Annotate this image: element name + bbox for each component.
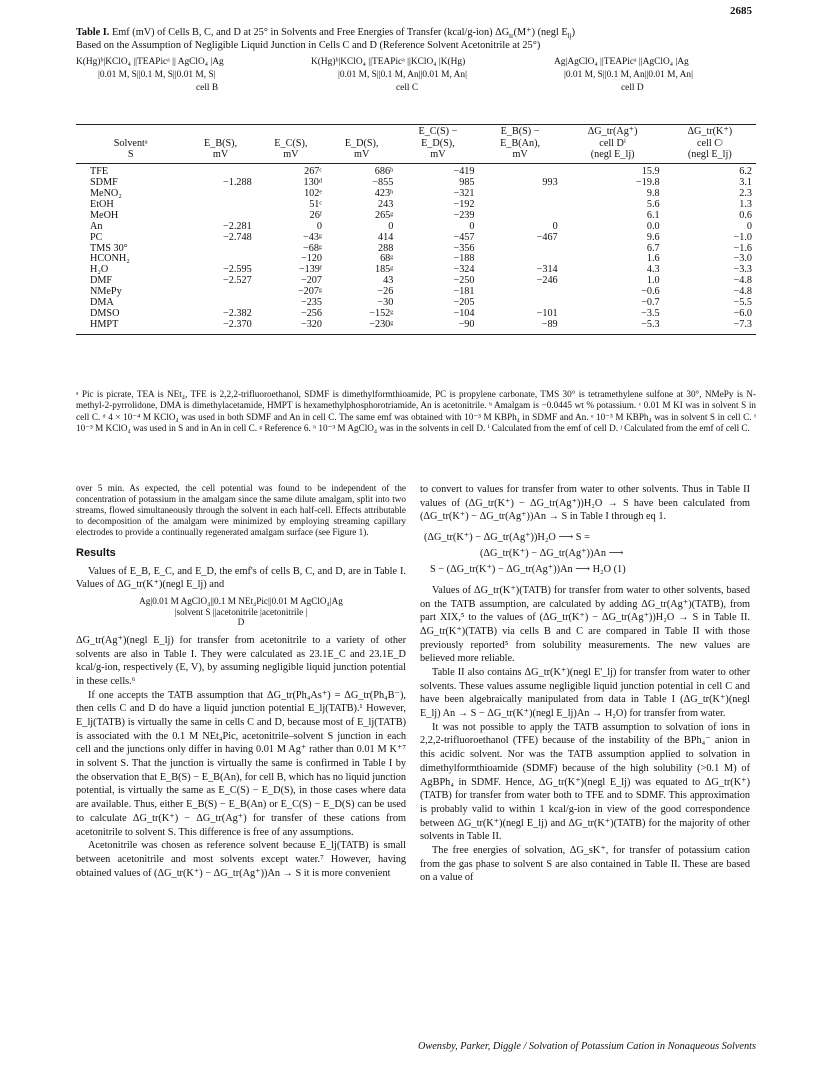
value-cell: −30 — [377, 297, 394, 309]
column-header-line: S — [127, 149, 134, 161]
value-cell: −205 — [453, 297, 475, 309]
column-header — [397, 126, 478, 164]
right-paragraph-5: The free energies of solvation, ΔG_sK⁺, for transfer of potassium cation from the gas phase to solvent S are also contained in Table II. These are based on a value of — [420, 844, 750, 884]
value-cell — [479, 211, 562, 222]
value-cell — [185, 244, 255, 255]
value-cell: 2.3 — [739, 187, 752, 199]
column-header-line: E_B(An), — [500, 137, 541, 149]
value-cell — [479, 200, 562, 211]
value-cell: −192 — [453, 198, 475, 210]
cell-d-concentrations: |0.01 M, S||0.1 M, An||0.01 M, An| — [564, 70, 693, 80]
value-cell: −3.3 — [733, 264, 752, 276]
value-cell: 0 — [316, 220, 322, 232]
value-cell: 0 — [552, 220, 558, 232]
caption-line1: Emf (mV) of Cells B, C, and D at 25° in Solvents and Free Energies of Transfer (kcal/g-ion) ΔG — [111, 27, 510, 38]
value-cell: 686ʰ — [374, 166, 394, 178]
value-cell: −0.7 — [641, 297, 660, 309]
table-row — [76, 233, 756, 244]
right-paragraph-4: It was not possible to apply the TATB assumption to solvation of ions in 2,2,2-trifluoroethanol (TFE) because of the instability of the BPh₄⁻ anion in this acidic solvent. Nor was the TATB assumption applied to solvation in dimethylformthioamide (SDMF) because of the high solubility (>0.1 M) of AgBPh₄ in SDMF. Hence, ΔG_tr(K⁺)(negl E_lj) was equated to ΔG_tr(K⁺)(TATB) for transfer from water both to TFE and to SDMF. This approximation is probably valid to within 1 kcal/g-ion in view of the good correspondence between ΔG_tr(K⁺)(negl E_lj) and ΔG_tr(K⁺)(TATB) for the majority of other solvents in Table II. — [420, 721, 750, 843]
column-header-line: cell Cʲ — [696, 137, 723, 149]
value-cell: −90 — [397, 320, 478, 334]
table-label: Table I. — [76, 27, 110, 38]
column-header-line: mV — [430, 149, 446, 161]
value-cell: 1.0 — [646, 275, 660, 287]
solvent-cell: TMS 30° — [90, 242, 128, 254]
solvent-cell: HMPT — [76, 320, 185, 334]
value-cell: 0 — [746, 220, 752, 232]
solvent-cell: DMA — [90, 297, 114, 309]
cell-b-scheme: K(Hg)ᵇ|KClO₄ ||TEAPicᵃ || AgClO₄ |Ag — [76, 57, 224, 67]
cell-d-inline-scheme — [76, 596, 406, 628]
column-header-line: cell Dⁱ — [599, 137, 626, 149]
value-cell: −250 — [453, 275, 475, 287]
column-header-line: mV — [512, 149, 528, 161]
solvent-cell: DMF — [90, 275, 113, 287]
equation-line-3: S − (ΔG_tr(K⁺) − ΔG_tr(Ag⁺))An ⟶ H₂O (1) — [430, 563, 626, 575]
value-cell: 6.1 — [646, 209, 660, 221]
value-cell: −246 — [536, 275, 558, 287]
value-cell: −5.3 — [562, 320, 664, 334]
value-cell: 423ʰ — [374, 187, 394, 199]
value-cell: −3.0 — [733, 253, 752, 265]
cell-d-label: cell D — [621, 83, 644, 93]
solvent-cell: MeNO₂ — [90, 187, 122, 199]
solvent-cell: H₂O — [90, 264, 109, 276]
value-cell: −2.370 — [185, 320, 255, 334]
solvent-cell: DMSO — [90, 307, 120, 319]
value-cell: −256 — [300, 307, 322, 319]
value-cell: 68ᵍ — [380, 253, 394, 265]
caption-line2: Based on the Assumption of Negligible Liquid Junction in Cells C and D (Reference Solvent Acetonitrile at 25°) — [76, 39, 541, 51]
value-cell: −104 — [453, 307, 475, 319]
column-header-line: mV — [212, 149, 229, 161]
table-header-row — [76, 126, 756, 164]
column-header — [326, 126, 397, 164]
value-cell: −43ᵍ — [302, 231, 322, 243]
column-header-line: E_B(S), — [204, 137, 238, 149]
right-paragraph-3: Table II also contains ΔG_tr(K⁺)(negl E'_lj) for transfer from water to other solvents. These values assume negligible liquid junction potential in cell C and have been algebraically manipulated from data in Table I (ΔG_tr(K⁺)(negl E_lj) An → S − ΔG_tr(K⁺)(negl E_lj)An → H₂O) for transfer from water. — [420, 667, 750, 720]
cell-b-label: cell B — [196, 83, 219, 93]
value-cell: 0.0 — [646, 220, 660, 232]
table-caption: Table I. Emf (mV) of Cells B, C, and D at 25° in Solvents and Free Energies of Transfer (kcal/g-ion) $\Delta G_{tr}(M^+)$ (negl $E_{lj}$) Based on the Assumption of Negligible Liquid Junction in Cells C and D (Reference Solvent Acetonitrile at 25°) — [76, 27, 576, 51]
value-cell: 4.3 — [646, 264, 660, 276]
value-cell: 414 — [378, 231, 394, 243]
solvent-cell: An — [90, 220, 103, 232]
value-cell: −89 — [479, 320, 562, 334]
value-cell: 6.2 — [739, 166, 752, 178]
table-row — [76, 222, 756, 233]
column-header-line: E_B(S) − — [500, 126, 540, 137]
column-header — [185, 126, 255, 164]
value-cell: 43 — [383, 275, 394, 287]
cell-c-label: cell C — [396, 83, 419, 93]
value-cell: −324 — [453, 264, 475, 276]
cell-d-inline-line1: Ag|0.01 M AgClO₄||0.1 M NEt₄Pic||0.01 M AgClO₄|Ag — [139, 596, 343, 607]
table-row — [76, 164, 756, 178]
value-cell: −230ᵍ — [326, 320, 397, 334]
cell-b-concentrations: |0.01 M, S||0.1 M, S||0.01 M, S| — [98, 70, 216, 80]
table-body — [76, 164, 756, 335]
left-paragraph-5: Acetonitrile was chosen as reference solvent because E_lj(TATB) is small between acetonitrile and most solvents except water.⁷ However, having obtained values of (ΔG_tr(K⁺) − ΔG_tr(Ag⁺))An → S it is more convenient — [76, 840, 406, 879]
value-cell: −3.5 — [641, 307, 660, 319]
column-header — [479, 126, 562, 164]
value-cell: −239 — [453, 209, 475, 221]
left-paragraph-1: over 5 min. As expected, the cell potential was found to be independent of the concentration of potassium in the amalgam since the same dilute amalgam, split into two streams, flowed simultaneously through the solvent in each half-cell. Effects attributable to decomposition of the amalgam were minimized by employing streaming capillary electrodes to provide a continually regenerated amalgam surface (see Figure 1). — [76, 483, 406, 538]
value-cell: 243 — [378, 198, 394, 210]
value-cell: −314 — [536, 264, 558, 276]
value-cell: 1.3 — [739, 198, 752, 210]
column-header-line: E_D(S), — [421, 137, 455, 149]
value-cell: −19.8 — [636, 177, 660, 189]
equation-line-1: (ΔG_tr(K⁺) − ΔG_tr(Ag⁺))H₂O ⟶ S = — [424, 532, 590, 544]
value-cell — [479, 189, 562, 200]
column-header-line: E_C(S), — [274, 137, 308, 149]
column-header-line: mV — [354, 149, 370, 161]
column-header — [562, 126, 664, 164]
value-cell: −321 — [453, 187, 475, 199]
table-footnotes: ᵃ Pic is picrate, TEA is NEt₄, TFE is 2,2,2-trifluoroethanol, SDMF is dimethylformthioamide, PC is propylene carbonate, TMS 30° is tetramethylene sulfone at 30°, NMePy is N-methyl-2-pyrrolidone, DMA is dimethylacetamide, HMPT is hexamethylphosphorotriamide, An is acetonitrile. ᵇ Amalgam is −0.0445 wt % potassium. ᶜ 0.01 M KI was in solvent S in cell C. ᵈ 4 × 10⁻⁴ M KClO₄ was used in both SDMF and An in cell C. The same emf was obtained with 10⁻³ M KBPh₄ in SDMF and An. ᵉ 10⁻³ M KBPh₄ was in solvent S in cell C. ᶠ 10⁻³ M KClO₄ was used in S and in An in cell C. ᵍ Reference 6. ʰ 10⁻³ M AgClO₄ was in the solvents in cell D. ⁱ Calculated from the emf of cell D. ʲ Calculated from the emf of cell C. — [76, 389, 756, 433]
solvent-cell: SDMF — [90, 177, 118, 189]
value-cell: 9.8 — [646, 187, 660, 199]
value-cell: 6.7 — [646, 242, 660, 254]
value-cell: 265ᵍ — [374, 209, 394, 221]
value-cell: 5.6 — [646, 198, 660, 210]
value-cell: −207ᵍ — [297, 286, 322, 298]
value-cell: −139ᶠ — [298, 264, 322, 276]
value-cell: 0 — [388, 220, 394, 232]
column-header-line: ΔG_tr(K⁺) — [687, 126, 733, 137]
caption-line1-tail: (M⁺) (negl E — [513, 27, 568, 38]
value-cell: −26 — [377, 286, 394, 298]
value-cell: −235 — [300, 297, 322, 309]
value-cell: 3.1 — [739, 177, 752, 189]
emf-table — [76, 126, 756, 335]
value-cell: −1.288 — [223, 177, 252, 189]
value-cell: 26ᶠ — [309, 209, 322, 221]
solvent-cell: PC — [90, 231, 103, 243]
cell-c-concentrations: |0.01 M, S||0.1 M, An||0.01 M, An| — [338, 70, 467, 80]
column-header-line: E_D(S), — [344, 137, 379, 149]
value-cell: 9.6 — [646, 231, 660, 243]
value-cell: −2.382 — [223, 307, 252, 319]
value-cell — [479, 164, 562, 178]
value-cell: −6.0 — [733, 307, 752, 319]
value-cell: 0 — [469, 220, 475, 232]
column-header-line: Solventᵃ — [113, 137, 148, 149]
value-cell — [185, 189, 255, 200]
section-heading-results: Results — [76, 547, 116, 560]
value-cell: −207 — [300, 275, 322, 287]
left-column — [76, 483, 406, 880]
value-cell: −101 — [536, 307, 558, 319]
running-footer: Owensby, Parker, Diggle / Solvation of Potassium Cation in Nonaqueous Solvents — [417, 1041, 756, 1052]
solvent-cell: EtOH — [90, 198, 114, 210]
value-cell: −5.5 — [733, 297, 752, 309]
value-cell: −152ᵍ — [369, 307, 394, 319]
solvent-cell: TFE — [90, 166, 109, 178]
value-cell: −2.748 — [223, 231, 252, 243]
value-cell: −2.527 — [223, 275, 252, 287]
equation-1 — [420, 530, 750, 578]
solvent-cell: NMePy — [90, 286, 122, 298]
cell-d-inline-line2: |solvent S ||acetonitrile |acetonitrile | — [174, 606, 308, 617]
solvent-cell: MeOH — [90, 209, 119, 221]
value-cell — [185, 164, 255, 178]
cell-schemes — [76, 57, 756, 125]
column-header — [664, 126, 756, 164]
value-cell: −1.6 — [733, 242, 752, 254]
value-cell: −419 — [453, 166, 475, 178]
column-header-line: (negl E_lj) — [687, 149, 732, 161]
value-cell: 185ᵍ — [374, 264, 394, 276]
value-cell: −2.281 — [223, 220, 252, 232]
column-header-line: ΔG_tr(Ag⁺) — [587, 126, 638, 137]
value-cell: 288 — [378, 242, 394, 254]
cell-d-inline-label: D — [237, 617, 245, 628]
value-cell: −467 — [536, 231, 558, 243]
column-header-line: mV — [283, 149, 299, 161]
table-top-rule — [76, 124, 756, 125]
column-header — [256, 126, 326, 164]
column-header-line: (negl E_lj) — [590, 149, 635, 161]
right-paragraph-1: to convert to values for transfer from water to other solvents. Thus in Table II values of (ΔG_tr(K⁺) − ΔG_tr(Ag⁺))H₂O → S have been calculated from (ΔG_tr(K⁺) − ΔG_tr(Ag⁺))An → S in Table I through eq 1. — [420, 484, 750, 523]
page-number: 2685 — [730, 5, 752, 17]
value-cell: −2.595 — [223, 264, 252, 276]
table-row — [76, 320, 756, 334]
value-cell: −4.8 — [733, 286, 752, 298]
value-cell: 267ᶜ — [304, 166, 322, 178]
value-cell: −68ᵍ — [302, 242, 322, 254]
value-cell: −0.6 — [641, 286, 660, 298]
value-cell: −7.3 — [664, 320, 756, 334]
column-header-line: E_C(S) − — [418, 126, 458, 137]
left-paragraph-3: ΔG_tr(Ag⁺)(negl E_lj) for transfer from acetonitrile to a variety of other solvents are also in Table I. They were calculated as 23.1E_C and 23.1E_D kcal/g-ion, respectively (E, V), by assuming negligible liquid junction potential in these cells.⁶ — [76, 634, 406, 687]
value-cell: −181 — [453, 286, 475, 298]
solvent-cell: HCONH₂ — [90, 253, 130, 265]
value-cell: −188 — [453, 253, 475, 265]
value-cell: 51ᶜ — [309, 198, 322, 210]
value-cell: 993 — [542, 177, 558, 189]
value-cell — [479, 287, 562, 298]
cell-d-scheme: Ag|AgClO₄ ||TEAPicᵃ ||AgClO₄ |Ag — [554, 57, 689, 67]
left-paragraph-2: Values of E_B, E_C, and E_D, the emf's of cells B, C, and D, are in Table I. Values of ΔG_tr(K⁺)(negl E_lj) and — [76, 565, 406, 591]
value-cell: −320 — [256, 320, 326, 334]
value-cell: 1.6 — [646, 253, 660, 265]
value-cell: 130ᵈ — [303, 177, 322, 189]
value-cell: −457 — [453, 231, 475, 243]
value-cell: −356 — [453, 242, 475, 254]
value-cell: −1.0 — [733, 231, 752, 243]
value-cell: 102ᵉ — [304, 187, 322, 199]
value-cell — [479, 244, 562, 255]
left-paragraph-4: If one accepts the TATB assumption that ΔG_tr(Ph₄As⁺) = ΔG_tr(Ph₄B⁻), then cells C and D do have a liquid junction potential E_lj(TATB).¹ However, E_lj(TATB) is virtually the same in cells C and D, because most of E_lj(TATB) is associated with the 0.1 M NEt₄Pic, acetonitrile–solvent S junction in each cell and the junctions only differ in having 0.01 M Ag⁺ rather than 0.01 M K⁺⁷ in solvent S. That the junction is virtually the same is confirmed in Table I by the observation that E_B(S) − E_B(An), for cell B, which has no liquid junction potential, is virtually the same as E_C(S) − E_D(S), in those cases where data are available. Thus, either E_B(S) − E_B(An) or E_C(S) − E_D(S) can be used to calculate ΔG_tr(K⁺) − ΔG_tr(Ag⁺) for transfer of these cations from acetonitrile to solvent S. This difference is free of any assumptions. — [76, 689, 406, 838]
value-cell: 15.9 — [641, 166, 660, 178]
value-cell — [185, 200, 255, 211]
right-paragraph-2: Values of ΔG_tr(K⁺)(TATB) for transfer from water to other solvents, based on the TATB assumption, are calculated by adding ΔG_tr(Ag⁺)(TATB), from part XIX,⁵ to the values of (ΔG_tr(K⁺) − ΔG_tr(Ag⁺))H₂O → S in Table II. ΔG_tr(K⁺)(TATB) via cells B and C are compared in Table II with those previously reported⁵ from solubility measurements. The new values are believed more reliable. — [420, 584, 750, 665]
value-cell: 0.6 — [739, 209, 752, 221]
right-column — [420, 483, 750, 885]
value-cell: 985 — [459, 177, 475, 189]
value-cell: −4.8 — [733, 275, 752, 287]
value-cell — [185, 287, 255, 298]
equation-line-2: (ΔG_tr(K⁺) − ΔG_tr(Ag⁺))An ⟶ — [480, 548, 624, 560]
cell-c-scheme: K(Hg)ᵇ|KClO₄ ||TEAPicᵃ ||KClO₄ |K(Hg) — [311, 57, 466, 67]
column-header — [76, 126, 185, 164]
value-cell: −855 — [372, 177, 394, 189]
value-cell: −120 — [300, 253, 322, 265]
